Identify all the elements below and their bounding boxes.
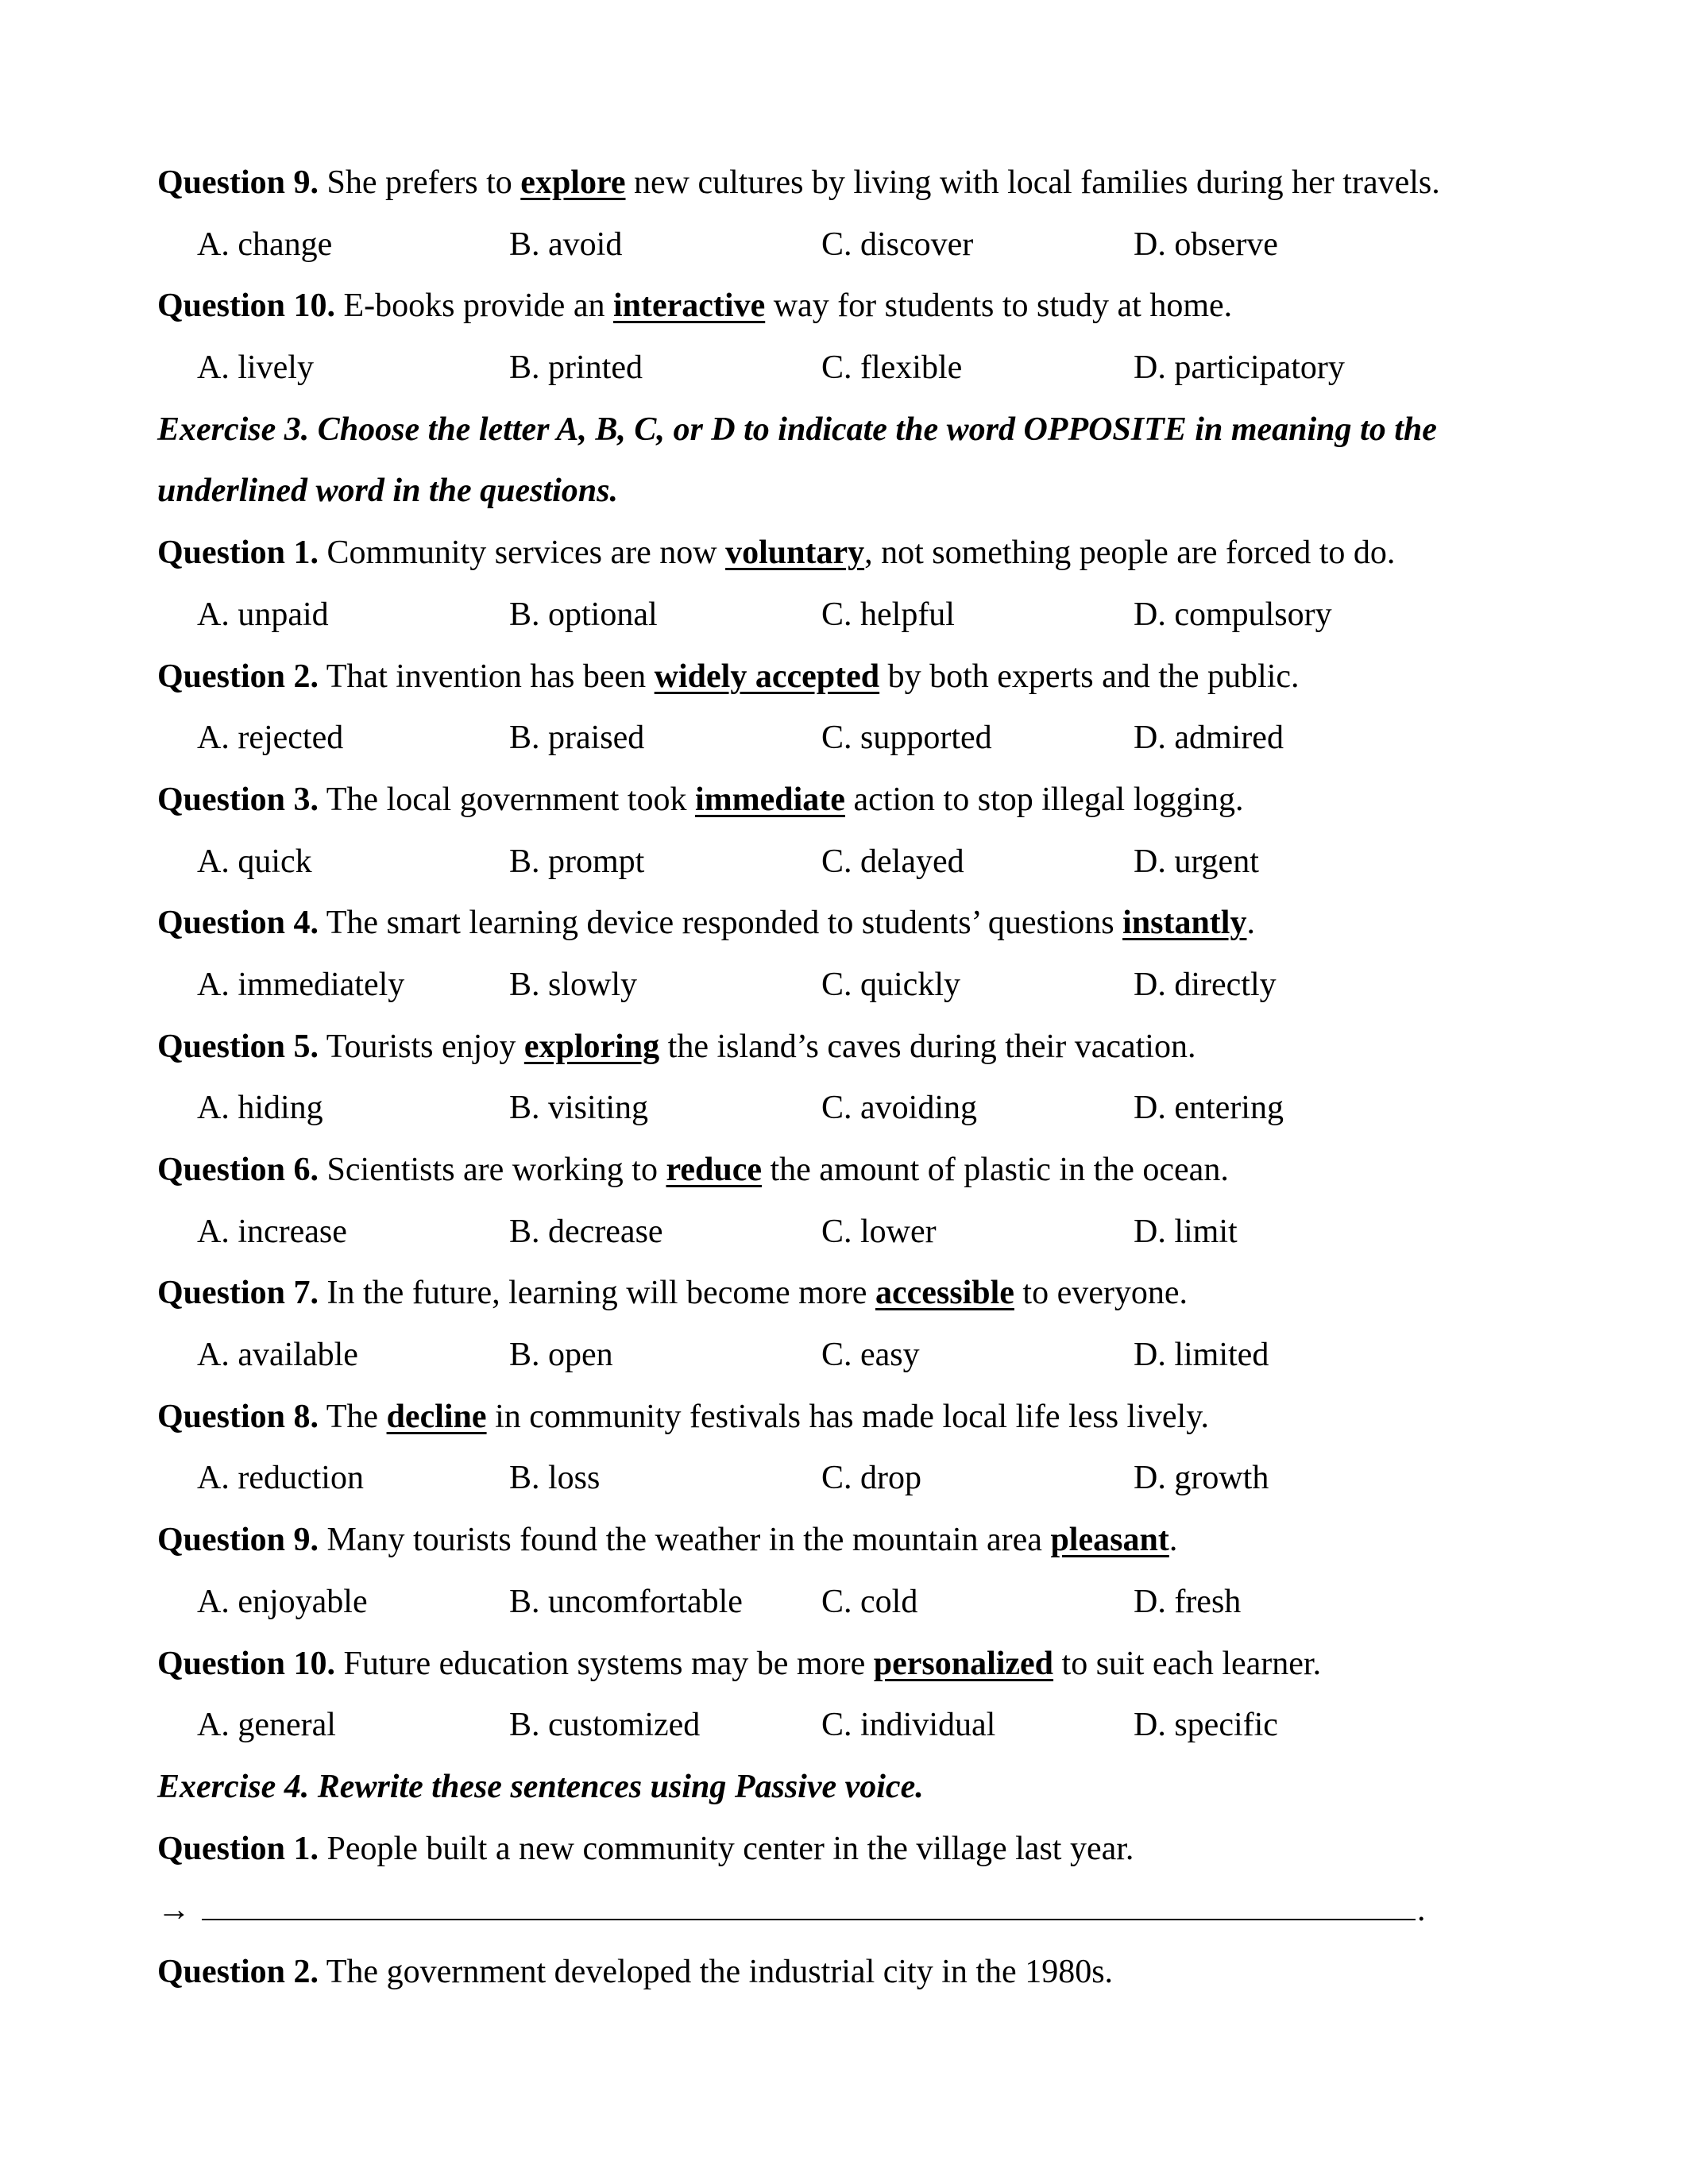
question-text-before: People built a new community center in the village last year. <box>326 1830 1134 1867</box>
underlined-word: decline <box>386 1398 487 1435</box>
question-text-after: way for students to study at home. <box>765 287 1233 325</box>
answer-option: C. lower <box>821 1213 937 1250</box>
question-text-after: in community festivals has made local life less lively. <box>486 1398 1209 1435</box>
answer-options <box>157 1572 1545 1634</box>
answer-options <box>157 832 1545 893</box>
question-text-after: to suit each learner. <box>1053 1645 1322 1682</box>
question-label: Question 4. <box>157 905 319 942</box>
answer-option: D. limit <box>1134 1213 1238 1250</box>
answer-option: A. unpaid <box>197 596 329 633</box>
question-text-after: action to stop illegal logging. <box>844 781 1244 818</box>
question-text-after: . <box>1246 905 1255 942</box>
question-line <box>157 1634 1545 1696</box>
answer-option: B. customized <box>509 1707 701 1744</box>
underlined-word: instantly <box>1122 905 1247 942</box>
answer-option: C. drop <box>821 1460 921 1497</box>
question-line <box>157 276 1545 338</box>
question-label: Question 8. <box>157 1398 319 1435</box>
arrow-icon: → <box>157 1892 191 1929</box>
question-text-before: That invention has been <box>326 658 655 695</box>
answer-blank <box>202 1884 1416 1920</box>
answer-option: D. limited <box>1134 1337 1269 1374</box>
question-label: Question 2. <box>157 1953 319 1990</box>
answer-option: D. fresh <box>1134 1583 1242 1620</box>
question-label: Question 1. <box>157 1830 319 1867</box>
question-text-after: the amount of plastic in the ocean. <box>762 1152 1229 1188</box>
answer-option: A. reduction <box>197 1460 364 1497</box>
answer-option: D. entering <box>1134 1090 1284 1127</box>
answer-option: D. growth <box>1134 1460 1269 1497</box>
answer-option: D. participatory <box>1134 349 1345 387</box>
answer-options <box>157 1448 1545 1510</box>
question-text-before: She prefers to <box>326 164 521 201</box>
exercise-heading: Exercise 3. Choose the letter A, B, C, or D to indicate the word OPPOSITE in meaning to the <box>157 411 1437 448</box>
question-label: Question 10. <box>157 1645 336 1682</box>
answer-option: D. directly <box>1134 966 1277 1003</box>
exercise-heading: Exercise 4. Rewrite these sentences using Passive voice. <box>157 1768 924 1805</box>
underlined-word: accessible <box>875 1275 1014 1312</box>
worksheet-content <box>157 152 1545 2004</box>
question-line <box>157 1819 1545 1881</box>
answer-option: C. delayed <box>821 843 964 880</box>
answer-option: B. slowly <box>509 966 638 1003</box>
answer-option: D. compulsory <box>1134 596 1332 633</box>
question-line <box>157 1263 1545 1325</box>
answer-options <box>157 1202 1545 1264</box>
question-text-before: Many tourists found the weather in the mountain area <box>326 1522 1051 1559</box>
underlined-word: explore <box>520 164 626 201</box>
answer-option: B. avoid <box>509 226 623 263</box>
question-line <box>157 1387 1545 1449</box>
question-label: Question 10. <box>157 287 336 325</box>
question-text-before: The local government took <box>326 781 695 818</box>
answer-option: B. optional <box>509 596 658 633</box>
underlined-word: exploring <box>523 1028 660 1065</box>
underlined-word: immediate <box>694 781 845 818</box>
question-text-before: The <box>326 1398 387 1435</box>
answer-option: B. visiting <box>509 1090 649 1127</box>
answer-option: A. change <box>197 226 333 263</box>
answer-option: A. quick <box>197 843 312 880</box>
answer-options <box>157 585 1545 646</box>
answer-option: D. urgent <box>1134 843 1259 880</box>
underlined-word: interactive <box>612 287 766 325</box>
question-text-after: to everyone. <box>1014 1275 1188 1312</box>
question-text-after: , not something people are forced to do. <box>864 534 1396 572</box>
question-text-after: . <box>1168 1522 1178 1559</box>
underlined-word: pleasant <box>1050 1522 1169 1559</box>
question-label: Question 5. <box>157 1028 319 1065</box>
answer-option: C. individual <box>821 1707 996 1744</box>
answer-options <box>157 708 1545 770</box>
question-text-before: Tourists enjoy <box>326 1028 524 1065</box>
answer-options <box>157 1078 1545 1140</box>
answer-options <box>157 338 1545 399</box>
answer-end-period: . <box>1417 1892 1426 1929</box>
question-line <box>157 523 1545 585</box>
question-label: Question 1. <box>157 534 319 572</box>
answer-option: C. flexible <box>821 349 963 387</box>
answer-option: B. prompt <box>509 843 645 880</box>
answer-blank-line <box>157 1880 1545 1942</box>
question-text-before: The smart learning device responded to students’ questions <box>326 905 1123 942</box>
exercise-heading: underlined word in the questions. <box>157 473 618 510</box>
question-line <box>157 1942 1545 2004</box>
answer-options <box>157 955 1545 1017</box>
answer-options <box>157 1325 1545 1387</box>
answer-option: C. cold <box>821 1583 918 1620</box>
question-line <box>157 1510 1545 1572</box>
question-text-after: by both experts and the public. <box>879 658 1300 695</box>
question-label: Question 3. <box>157 781 319 818</box>
question-text-before: Future education systems may be more <box>343 1645 874 1682</box>
answer-option: A. general <box>197 1707 336 1744</box>
question-line <box>157 152 1545 214</box>
answer-option: C. helpful <box>821 596 955 633</box>
question-text-before: The government developed the industrial city in the 1980s. <box>326 1953 1114 1990</box>
answer-option: C. supported <box>821 720 992 757</box>
answer-option: C. avoiding <box>821 1090 977 1127</box>
answer-option: B. loss <box>509 1460 601 1497</box>
answer-option: B. uncomfortable <box>509 1583 743 1620</box>
question-text-before: In the future, learning will become more <box>326 1275 875 1312</box>
answer-option: C. discover <box>821 226 974 263</box>
underlined-word: reduce <box>666 1152 762 1188</box>
answer-options <box>157 1695 1545 1757</box>
answer-option: A. hiding <box>197 1090 323 1127</box>
question-label: Question 6. <box>157 1152 319 1188</box>
question-text-after: new cultures by living with local families during her travels. <box>625 164 1440 201</box>
question-line <box>157 1017 1545 1078</box>
answer-option: B. open <box>509 1337 613 1374</box>
question-label: Question 7. <box>157 1275 319 1312</box>
answer-option: B. decrease <box>509 1213 663 1250</box>
underlined-word: voluntary <box>725 534 865 572</box>
question-line <box>157 646 1545 708</box>
question-line <box>157 770 1545 832</box>
answer-option: D. observe <box>1134 226 1278 263</box>
question-label: Question 2. <box>157 658 319 695</box>
answer-option: A. lively <box>197 349 314 387</box>
question-text-before: Community services are now <box>326 534 726 572</box>
question-text-before: Scientists are working to <box>326 1152 666 1188</box>
question-text-after: the island’s caves during their vacation. <box>659 1028 1196 1065</box>
answer-option: B. printed <box>509 349 643 387</box>
answer-option: A. enjoyable <box>197 1583 368 1620</box>
question-line <box>157 893 1545 955</box>
answer-option: B. praised <box>509 720 645 757</box>
answer-option: A. rejected <box>197 720 344 757</box>
answer-options <box>157 214 1545 276</box>
answer-option: A. immediately <box>197 966 405 1003</box>
question-label: Question 9. <box>157 164 319 201</box>
underlined-word: widely accepted <box>654 658 880 695</box>
answer-option: D. admired <box>1134 720 1284 757</box>
answer-option: C. easy <box>821 1337 920 1374</box>
question-line <box>157 1140 1545 1202</box>
answer-option: A. available <box>197 1337 358 1374</box>
answer-option: C. quickly <box>821 966 960 1003</box>
question-text-before: E-books provide an <box>343 287 613 325</box>
underlined-word: personalized <box>873 1645 1054 1682</box>
answer-option: A. increase <box>197 1213 347 1250</box>
question-label: Question 9. <box>157 1522 319 1559</box>
answer-option: D. specific <box>1134 1707 1278 1744</box>
